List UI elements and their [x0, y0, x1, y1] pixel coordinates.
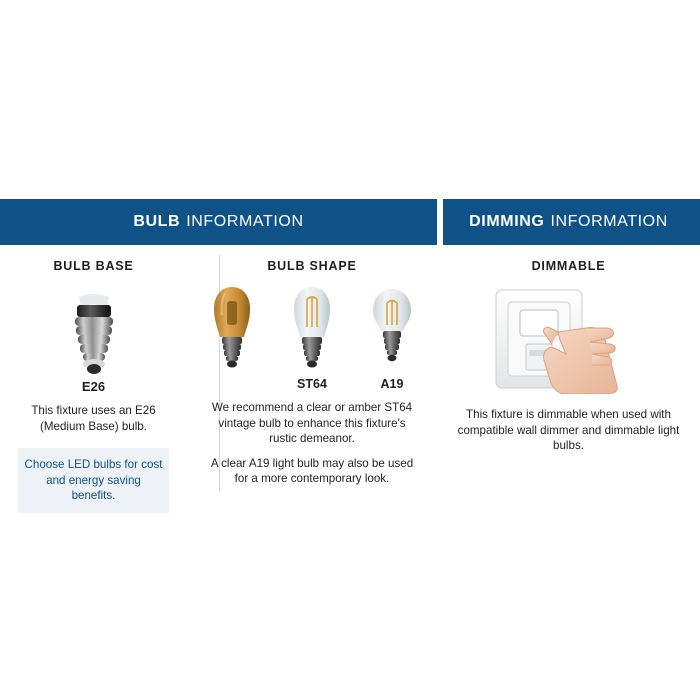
bulb-base-art	[14, 283, 173, 375]
bulb-base-paragraph: This fixture uses an E26 (Medium Base) bulb.	[31, 404, 156, 433]
dimming-information-body	[437, 245, 700, 501]
panels-row	[0, 199, 700, 501]
st64-amber-bulb-icon	[201, 283, 263, 375]
bulb-information-header-strong: BULB	[133, 213, 181, 230]
panel-divider	[437, 199, 443, 501]
bulb-shape-label-amber	[201, 377, 263, 391]
dimming-information-panel	[437, 199, 700, 501]
led-tip-callout: Choose LED bulbs for cost and energy saving benefits.	[18, 448, 169, 513]
bulb-base-title: BULB BASE	[53, 259, 134, 273]
dimming-information-header	[437, 199, 700, 245]
dimming-information-header-strong: DIMMING	[469, 213, 545, 230]
dimmable-title: DIMMABLE	[531, 259, 606, 273]
bulb-shape-title: BULB SHAPE	[267, 259, 357, 273]
bulb-shape-label-st64: ST64	[297, 377, 327, 391]
bulb-information-body	[0, 245, 437, 501]
st64-clear-bulb-icon	[281, 283, 343, 375]
a19-clear-bulb-icon	[361, 283, 423, 375]
bulb-base-label: E26	[81, 379, 106, 394]
bulb-information-panel	[0, 199, 437, 501]
bulb-and-dimming-infographic	[0, 199, 700, 501]
wall-dimmer-switch-with-hand-icon	[474, 284, 664, 394]
bulb-information-header-light: INFORMATION	[186, 213, 304, 230]
bulb-shape-label-a19: A19	[380, 377, 404, 391]
bulb-shape-paragraph-2: A clear A19 light bulb may also be used for a more contemporary look.	[210, 456, 414, 485]
bulb-shape-labels	[201, 377, 423, 391]
bulb-shape-column	[187, 245, 437, 501]
dimmable-paragraph: This fixture is dimmable when used with compatible wall dimmer and dimmable light bulbs.	[457, 408, 680, 452]
bulb-base-column	[0, 245, 187, 501]
bulb-shape-art	[201, 283, 423, 375]
bulb-base-e26-icon	[57, 291, 131, 375]
bulb-information-header	[0, 199, 437, 245]
bulb-shape-paragraph-1: We recommend a clear or amber ST64 vintage bulb to enhance this fixture's rustic demeanor.	[211, 401, 413, 445]
dimmer-art	[451, 283, 686, 395]
dimming-information-header-light: INFORMATION	[550, 213, 668, 230]
